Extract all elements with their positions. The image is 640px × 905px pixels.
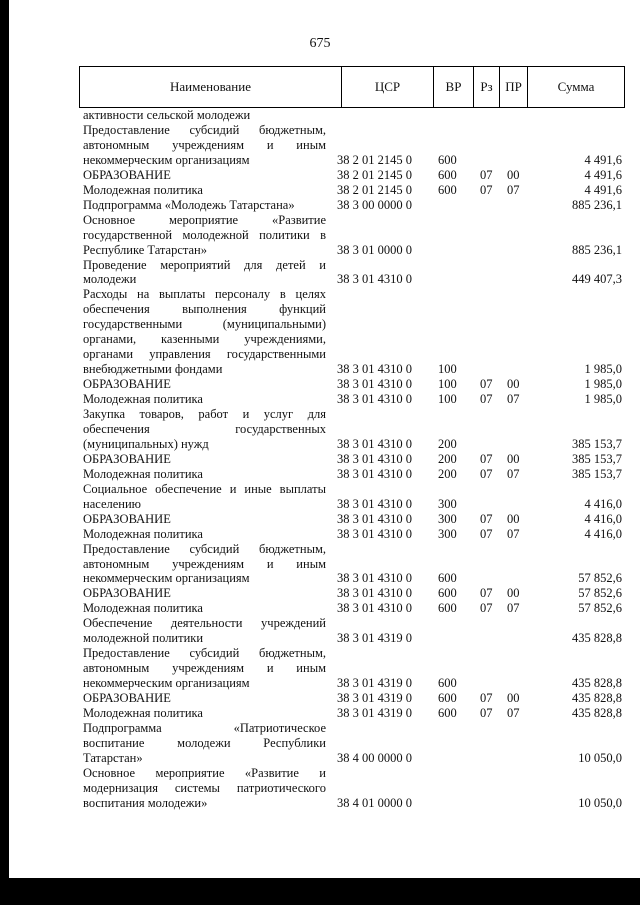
table-row <box>79 512 625 527</box>
row-csr: 38 3 01 4310 0 <box>337 377 412 392</box>
page-number: 675 <box>309 36 331 51</box>
row-csr: 38 3 01 4319 0 <box>337 676 412 691</box>
row-name <box>83 377 326 392</box>
row-csr: 38 2 01 2145 0 <box>337 182 412 197</box>
row-vr: 600 <box>438 167 457 182</box>
row-sum: 435 828,8 <box>572 631 622 646</box>
row-name-line: Проведение мероприятий для детей и <box>83 257 326 272</box>
table-row <box>79 198 625 213</box>
row-sum: 885 236,1 <box>572 242 622 257</box>
row-name-line: (муниципальных) нужд <box>83 436 209 451</box>
row-name-line: модернизация системы патриотического <box>83 780 326 795</box>
row-sum: 1 985,0 <box>584 392 622 407</box>
row-name-line: некоммерческим организациям <box>83 571 250 586</box>
row-rz: 07 <box>480 167 493 182</box>
row-vr: 600 <box>438 586 457 601</box>
row-csr: 38 3 01 4310 0 <box>337 526 412 541</box>
table-row <box>79 586 625 601</box>
row-name-line: государственными (муниципальными) <box>83 317 326 332</box>
row-name-line: автономным учреждениям и иным <box>83 556 326 571</box>
row-name-line: внебюджетными фондами <box>83 362 223 377</box>
row-name <box>83 721 326 766</box>
row-name-line: органами, казенными учреждениями, <box>83 332 326 347</box>
table-row <box>79 183 625 198</box>
row-vr: 600 <box>438 691 457 706</box>
row-name-line: ОБРАЗОВАНИЕ <box>83 586 171 601</box>
row-csr: 38 3 01 4310 0 <box>337 586 412 601</box>
row-csr: 38 3 01 4319 0 <box>337 706 412 720</box>
row-pr: 07 <box>507 392 520 407</box>
row-name-line: Подпрограмма «Молодежь Татарстана» <box>83 197 295 212</box>
row-csr: 38 3 01 4310 0 <box>337 392 412 407</box>
row-vr: 600 <box>438 706 457 720</box>
row-rz: 07 <box>480 182 493 197</box>
table-row <box>79 392 625 407</box>
row-csr: 38 3 01 4310 0 <box>337 272 412 287</box>
row-name <box>83 258 326 288</box>
row-rz: 07 <box>480 526 493 541</box>
row-rz: 07 <box>480 511 493 526</box>
row-name <box>83 586 326 601</box>
row-name-line: Молодежная политика <box>83 526 203 541</box>
row-sum: 4 416,0 <box>584 496 622 511</box>
row-rz: 07 <box>480 377 493 392</box>
row-name <box>83 213 326 258</box>
row-csr: 38 4 01 0000 0 <box>337 795 412 810</box>
row-sum: 10 050,0 <box>578 795 622 810</box>
row-name-line: Предоставление субсидий бюджетным, <box>83 541 326 556</box>
row-name <box>83 706 326 721</box>
row-name-line: Предоставление субсидий бюджетным, <box>83 122 326 137</box>
row-vr: 600 <box>438 571 457 586</box>
row-name-line: ОБРАЗОВАНИЕ <box>83 451 171 466</box>
row-name-line: Татарстан» <box>83 750 143 765</box>
row-sum: 435 828,8 <box>572 676 622 691</box>
row-name-line: населению <box>83 496 141 511</box>
row-name-line: Основное мероприятие «Развитие и <box>83 765 326 780</box>
table-row <box>79 691 625 706</box>
row-name-line: Молодежная политика <box>83 182 203 197</box>
row-sum: 10 050,0 <box>578 750 622 765</box>
row-sum: 435 828,8 <box>572 706 622 720</box>
row-csr: 38 4 00 0000 0 <box>337 750 412 765</box>
row-pr: 00 <box>507 511 520 526</box>
row-sum: 57 852,6 <box>578 601 622 616</box>
row-name <box>83 766 326 811</box>
row-sum: 435 828,8 <box>572 691 622 706</box>
row-rz: 07 <box>480 466 493 481</box>
row-name-line: государственной молодежной политики в <box>83 227 326 242</box>
row-csr: 38 3 01 4310 0 <box>337 571 412 586</box>
row-csr: 38 3 01 4310 0 <box>337 362 412 377</box>
row-csr: 38 3 01 0000 0 <box>337 242 412 257</box>
header-rz: Рз <box>474 67 500 107</box>
row-name <box>83 527 326 542</box>
row-name <box>83 407 326 452</box>
row-pr: 00 <box>507 451 520 466</box>
row-name-line: ОБРАЗОВАНИЕ <box>83 511 171 526</box>
row-name <box>83 287 326 377</box>
row-pr: 00 <box>507 586 520 601</box>
row-name-line: органами управления государственными <box>83 347 326 362</box>
row-sum: 4 491,6 <box>584 167 622 182</box>
row-vr: 300 <box>438 511 457 526</box>
row-name-line: некоммерческим организациям <box>83 152 250 167</box>
row-rz: 07 <box>480 392 493 407</box>
row-sum: 385 153,7 <box>572 466 622 481</box>
table-row <box>79 482 625 512</box>
row-csr: 38 3 00 0000 0 <box>337 197 412 212</box>
row-rz: 07 <box>480 586 493 601</box>
row-sum: 57 852,6 <box>578 571 622 586</box>
row-name <box>83 512 326 527</box>
row-vr: 200 <box>438 466 457 481</box>
row-sum: 4 416,0 <box>584 511 622 526</box>
row-name-line: Предоставление субсидий бюджетным, <box>83 646 326 661</box>
row-name-line: ОБРАЗОВАНИЕ <box>83 377 171 392</box>
row-rz: 07 <box>480 601 493 616</box>
table-row <box>79 721 625 766</box>
table-row <box>79 108 625 123</box>
row-csr: 38 2 01 2145 0 <box>337 152 412 167</box>
row-pr: 07 <box>507 526 520 541</box>
row-name <box>83 123 326 168</box>
row-name-line: молодежи <box>83 272 137 287</box>
row-pr: 07 <box>507 601 520 616</box>
table-row <box>79 646 625 691</box>
table-row <box>79 123 625 168</box>
row-name-line: Республике Татарстан» <box>83 242 207 257</box>
table-row <box>79 467 625 482</box>
row-rz: 07 <box>480 691 493 706</box>
row-name-line: Подпрограмма «Патриотическое <box>83 720 326 735</box>
table-row <box>79 287 625 377</box>
row-name-line: Молодежная политика <box>83 392 203 407</box>
table-header <box>79 66 625 108</box>
table-row <box>79 542 625 587</box>
row-name <box>83 452 326 467</box>
row-vr: 200 <box>438 451 457 466</box>
row-sum: 385 153,7 <box>572 451 622 466</box>
row-vr: 600 <box>438 182 457 197</box>
table-row <box>79 452 625 467</box>
row-sum: 1 985,0 <box>584 362 622 377</box>
row-pr: 00 <box>507 691 520 706</box>
row-name-line: Закупка товаров, работ и услуг для <box>83 407 326 421</box>
scan-bottom-edge <box>0 878 640 905</box>
row-name-line: Молодежная политика <box>83 601 203 616</box>
row-vr: 100 <box>438 392 457 407</box>
row-vr: 600 <box>438 601 457 616</box>
row-pr: 00 <box>507 377 520 392</box>
table-row <box>79 601 625 616</box>
row-vr: 100 <box>438 377 457 392</box>
row-name <box>83 691 326 706</box>
row-pr: 00 <box>507 167 520 182</box>
header-sum: Сумма <box>557 79 595 94</box>
table-row <box>79 168 625 183</box>
row-vr: 600 <box>438 676 457 691</box>
row-sum: 449 407,3 <box>572 272 622 287</box>
table-row <box>79 766 625 811</box>
table-row <box>79 407 625 452</box>
header-vr: ВР <box>434 67 474 107</box>
row-name <box>83 542 326 587</box>
row-name <box>83 108 326 123</box>
row-sum: 4 416,0 <box>584 526 622 541</box>
table-row <box>79 258 625 288</box>
row-name-line: Расходы на выплаты персоналу в целях <box>83 287 326 302</box>
row-name <box>83 392 326 407</box>
row-pr: 07 <box>507 706 520 720</box>
row-name-line: Молодежная политика <box>83 706 203 720</box>
row-pr: 07 <box>507 182 520 197</box>
row-sum: 57 852,6 <box>578 586 622 601</box>
header-name: Наименование <box>80 67 342 107</box>
row-name <box>83 616 326 646</box>
row-csr: 38 3 01 4310 0 <box>337 466 412 481</box>
row-name-line: воспитания молодежи» <box>83 795 208 810</box>
row-name-line: Молодежная политика <box>83 466 203 481</box>
row-name-line: Социальное обеспечение и иные выплаты <box>83 481 326 496</box>
row-name-line: автономным учреждениям и иным <box>83 661 326 676</box>
table-row <box>79 706 625 721</box>
row-csr: 38 3 01 4310 0 <box>337 436 412 451</box>
row-name-line: некоммерческим организациям <box>83 676 250 691</box>
row-rz: 07 <box>480 451 493 466</box>
table-row <box>79 377 625 392</box>
row-vr: 100 <box>438 362 457 377</box>
row-name <box>83 198 326 213</box>
table-row <box>79 213 625 258</box>
row-pr: 07 <box>507 466 520 481</box>
row-csr: 38 3 01 4310 0 <box>337 511 412 526</box>
row-vr: 300 <box>438 496 457 511</box>
row-csr: 38 3 01 4310 0 <box>337 601 412 616</box>
row-rz: 07 <box>480 706 493 720</box>
row-name <box>83 482 326 512</box>
row-sum: 1 985,0 <box>584 377 622 392</box>
row-name <box>83 646 326 691</box>
row-name-line: ОБРАЗОВАНИЕ <box>83 691 171 706</box>
scan-left-edge <box>0 0 9 905</box>
row-name <box>83 601 326 616</box>
row-name-line: молодежной политики <box>83 631 204 646</box>
row-vr: 600 <box>438 152 457 167</box>
row-vr: 300 <box>438 526 457 541</box>
row-vr: 200 <box>438 436 457 451</box>
row-name-line: автономным учреждениям и иным <box>83 137 326 152</box>
row-name-line: активности сельской молодежи <box>83 108 251 122</box>
row-name <box>83 183 326 198</box>
row-name <box>83 168 326 183</box>
row-name <box>83 467 326 482</box>
table-row <box>79 616 625 646</box>
row-name-line: обеспечения государственных <box>83 421 326 436</box>
table-body <box>79 108 625 878</box>
row-name-line: ОБРАЗОВАНИЕ <box>83 167 171 182</box>
row-sum: 385 153,7 <box>572 436 622 451</box>
table-row <box>79 527 625 542</box>
row-csr: 38 3 01 4310 0 <box>337 496 412 511</box>
row-csr: 38 3 01 4319 0 <box>337 631 412 646</box>
row-csr: 38 3 01 4310 0 <box>337 451 412 466</box>
row-sum: 4 491,6 <box>584 152 622 167</box>
row-sum: 4 491,6 <box>584 182 622 197</box>
header-csr: ЦСР <box>342 67 434 107</box>
row-csr: 38 3 01 4319 0 <box>337 691 412 706</box>
row-name-line: обеспечения выполнения функций <box>83 302 326 317</box>
row-name-line: Основное мероприятие «Развитие <box>83 212 326 227</box>
row-sum: 885 236,1 <box>572 197 622 212</box>
header-pr: ПР <box>500 67 528 107</box>
row-name-line: Обеспечение деятельности учреждений <box>83 616 326 631</box>
row-name-line: воспитание молодежи Республики <box>83 735 326 750</box>
row-csr: 38 2 01 2145 0 <box>337 167 412 182</box>
